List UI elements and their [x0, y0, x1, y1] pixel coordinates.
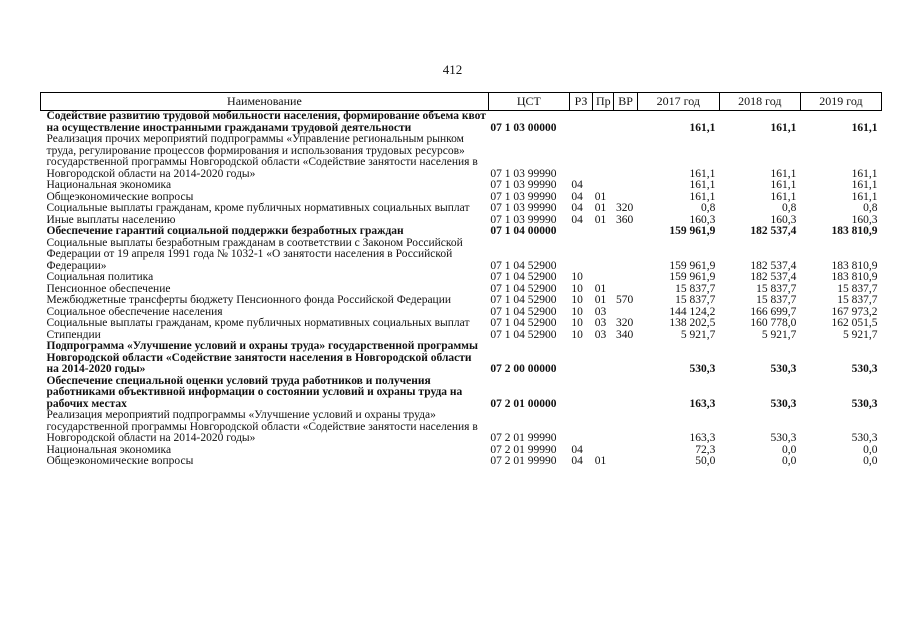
row-pr: 01 — [594, 294, 607, 306]
row-pr — [593, 180, 614, 192]
table-row — [41, 203, 882, 215]
row-2019: 5 921,7 — [843, 328, 878, 341]
row-vr — [614, 456, 637, 468]
row-2019: 161,1 — [851, 167, 878, 180]
row-vr — [614, 134, 637, 180]
row-pr: 03 — [594, 328, 607, 341]
row-2017: 161,1 — [689, 179, 716, 191]
row-cst: 07 1 04 52900 — [490, 317, 557, 329]
row-vr: 320 — [615, 317, 634, 329]
row-2018: 160,3 — [770, 213, 797, 226]
row-cst: 07 2 01 99990 — [490, 443, 557, 456]
row-2018: 15 837,7 — [756, 282, 797, 295]
row-name: Стипендии — [46, 328, 101, 341]
row-rz: 04 — [571, 179, 583, 191]
row-cst: 07 2 01 99990 — [490, 432, 557, 444]
row-name: Социальное обеспечение населения — [46, 305, 223, 318]
row-2019: 530,3 — [851, 363, 878, 375]
row-pr — [593, 341, 614, 376]
row-2018: 161,1 — [770, 167, 797, 180]
row-2019: 0,0 — [863, 455, 878, 467]
row-cst: 07 1 03 99990 — [490, 202, 557, 214]
row-2017: 161,1 — [689, 190, 716, 203]
row-rz — [569, 410, 592, 445]
row-vr: 320 — [615, 202, 634, 214]
row-2018: 161,1 — [770, 121, 797, 134]
row-name: Пенсионное обеспечение — [46, 282, 171, 295]
row-cst: 07 1 03 99990 — [490, 213, 557, 226]
row-cst: 07 1 04 52900 — [490, 282, 557, 295]
table-row — [41, 410, 882, 445]
row-rz: 04 — [571, 202, 583, 214]
row-rz — [569, 134, 592, 180]
row-2018: 0,0 — [781, 443, 797, 456]
table-row — [41, 226, 882, 238]
row-2019: 530,3 — [851, 397, 878, 410]
row-cst: 07 1 03 99990 — [490, 190, 557, 203]
table-row — [41, 456, 882, 468]
table-row — [41, 134, 882, 180]
row-cst: 07 1 04 52900 — [490, 328, 557, 341]
row-2019: 530,3 — [851, 432, 878, 444]
row-2019: 0,0 — [863, 443, 878, 456]
row-2018: 182 537,4 — [750, 271, 797, 283]
row-cst: 07 1 03 00000 — [490, 121, 557, 134]
row-name: Иные выплаты населению — [46, 213, 176, 226]
header-2017: 2017 год — [637, 93, 719, 111]
row-2017: 163,3 — [689, 432, 716, 444]
row-pr: 03 — [594, 305, 607, 318]
row-2017: 159 961,9 — [669, 271, 716, 283]
row-vr — [614, 180, 637, 192]
row-cst: 07 1 04 52900 — [490, 259, 557, 272]
row-cst: 07 2 01 99990 — [490, 455, 557, 467]
row-name: Обеспечение специальной оценки условий труда работников и получения работниками объективной информации о состоянии условий и охраны труда на рабочих местах — [46, 374, 463, 410]
row-2019: 15 837,7 — [837, 294, 878, 306]
row-2017: 530,3 — [689, 363, 716, 375]
row-vr — [614, 341, 637, 376]
row-pr — [593, 111, 614, 135]
row-rz — [569, 376, 592, 411]
row-vr: 360 — [615, 213, 634, 226]
row-name: Социальные выплаты гражданам, кроме публичных нормативных социальных выплат — [46, 317, 470, 329]
row-name: Межбюджетные трансферты бюджету Пенсионного фонда Российской Федерации — [46, 294, 452, 306]
row-pr: 01 — [594, 213, 607, 226]
row-rz: 10 — [571, 282, 583, 295]
row-cst: 07 1 03 99990 — [490, 167, 557, 180]
row-2017: 161,1 — [689, 121, 716, 134]
row-2018: 182 537,4 — [750, 259, 797, 272]
table-row — [41, 295, 882, 307]
row-pr — [593, 410, 614, 445]
row-cst: 07 1 03 99990 — [490, 179, 557, 191]
row-2019: 161,1 — [851, 190, 878, 203]
row-pr: 01 — [594, 190, 607, 203]
row-name: Социальная политика — [46, 271, 154, 283]
row-2017: 15 837,7 — [675, 282, 716, 295]
row-pr: 01 — [594, 455, 607, 467]
header-cst: ЦСТ — [488, 93, 569, 111]
row-rz — [569, 238, 592, 273]
row-2018: 15 837,7 — [756, 294, 797, 306]
row-rz — [569, 226, 592, 238]
row-name: Реализация прочих мероприятий подпрограммы «Управление региональным рынком труда, регулирование процессов формирования и использования трудовых ресурсов» государственной программы Новгородской области «Содействие занятости населения в Новгородской области на 2014-2020 годы» — [46, 133, 478, 180]
row-rz: 04 — [571, 213, 583, 226]
row-2019: 161,1 — [851, 179, 878, 191]
row-pr — [593, 226, 614, 238]
row-2017: 159 961,9 — [669, 259, 716, 272]
header-name: Наименование — [41, 93, 489, 111]
row-vr: 570 — [615, 294, 634, 306]
row-name: Подпрограмма «Улучшение условий и охраны труда» государственной программы Новгородской области «Содействие занятости населения в Новгородской области на 2014-2020 годы» — [46, 340, 478, 375]
row-2018: 0,0 — [781, 455, 797, 467]
row-cst: 07 2 00 00000 — [490, 363, 557, 375]
row-2018: 530,3 — [770, 397, 797, 410]
row-cst: 07 1 04 52900 — [490, 294, 557, 306]
row-rz: 10 — [571, 328, 583, 341]
row-2017: 144 124,2 — [669, 305, 716, 318]
row-rz: 10 — [571, 305, 583, 318]
row-vr — [614, 226, 637, 238]
row-2017: 5 921,7 — [680, 328, 716, 341]
row-vr — [614, 376, 637, 411]
row-pr: 01 — [594, 282, 607, 295]
row-2018: 5 921,7 — [761, 328, 797, 341]
budget-table — [40, 92, 882, 468]
row-2018: 161,1 — [770, 179, 797, 191]
row-2018: 161,1 — [770, 190, 797, 203]
row-name: Общеэкономические вопросы — [46, 190, 194, 203]
row-rz — [569, 341, 592, 376]
header-pr: Пр — [593, 93, 614, 111]
row-pr: 03 — [594, 317, 607, 329]
row-2019: 15 837,7 — [837, 282, 878, 295]
row-2017: 0,8 — [700, 202, 716, 214]
row-2017: 72,3 — [695, 443, 716, 456]
row-name: Обеспечение гарантий социальной поддержки безработных граждан — [46, 225, 404, 237]
row-rz: 10 — [571, 294, 583, 306]
row-2017: 161,1 — [689, 167, 716, 180]
page-number: 412 — [442, 62, 463, 77]
row-2017: 159 961,9 — [669, 225, 716, 237]
row-2018: 530,3 — [770, 363, 797, 375]
row-rz: 04 — [571, 443, 583, 456]
row-name: Национальная экономика — [46, 179, 172, 191]
row-cst: 07 1 04 52900 — [490, 305, 557, 318]
header-vr: ВР — [614, 93, 637, 111]
row-name: Социальные выплаты безработным гражданам в соответствии с Законом Российской Федерации от 19 апреля 1991 года № 1032-1 «О занятости населения в Российской Федерации» — [46, 236, 463, 272]
row-2018: 0,8 — [781, 202, 797, 214]
table-row — [41, 318, 882, 330]
row-pr — [593, 272, 614, 284]
header-rz: РЗ — [569, 93, 592, 111]
row-cst: 07 1 04 00000 — [490, 225, 557, 237]
table-row — [41, 111, 882, 135]
header-2018: 2018 год — [719, 93, 800, 111]
row-2019: 162 051,5 — [831, 317, 878, 329]
row-2019: 161,1 — [851, 121, 878, 134]
row-pr — [593, 376, 614, 411]
row-cst: 07 1 04 52900 — [490, 271, 557, 283]
row-rz: 04 — [571, 190, 583, 203]
row-2019: 0,8 — [863, 202, 878, 214]
row-rz: 10 — [571, 317, 583, 329]
table-row — [41, 238, 882, 273]
row-2019: 160,3 — [851, 213, 878, 226]
row-vr — [614, 445, 637, 457]
row-vr — [614, 410, 637, 445]
row-2018: 160 778,0 — [750, 317, 797, 329]
row-vr — [614, 272, 637, 284]
row-2017: 160,3 — [689, 213, 716, 226]
row-rz — [569, 111, 592, 135]
row-rz: 04 — [571, 455, 583, 467]
table-row — [41, 272, 882, 284]
row-2018: 166 699,7 — [750, 305, 797, 318]
row-name: Реализация мероприятий подпрограммы «Улучшение условий и охраны труда» государственной программы Новгородской области «Содействие занятости населения в Новгородской области на 2014-2020 годы» — [46, 409, 478, 444]
table-row — [41, 376, 882, 411]
row-vr: 340 — [615, 328, 634, 341]
row-rz: 10 — [571, 271, 583, 283]
row-name: Национальная экономика — [46, 443, 172, 456]
row-pr — [593, 238, 614, 273]
table-header-row — [41, 93, 882, 111]
row-pr — [593, 134, 614, 180]
row-2018: 182 537,4 — [750, 225, 797, 237]
row-name: Общеэкономические вопросы — [46, 455, 194, 467]
row-2019: 167 973,2 — [831, 305, 878, 318]
row-2018: 530,3 — [770, 432, 797, 444]
header-2019: 2019 год — [800, 93, 881, 111]
row-2017: 138 202,5 — [669, 317, 716, 329]
row-2019: 183 810,9 — [831, 259, 878, 272]
row-name: Содействие развитию трудовой мобильности населения, формирование объема квот на осуществление иностранными гражданами трудовой деятельности — [46, 110, 486, 134]
row-2019: 183 810,9 — [831, 271, 878, 283]
row-pr: 01 — [594, 202, 607, 214]
table-row — [41, 180, 882, 192]
row-2019: 183 810,9 — [831, 225, 878, 237]
row-cst: 07 2 01 00000 — [490, 397, 557, 410]
row-2017: 163,3 — [689, 397, 716, 410]
row-name: Социальные выплаты гражданам, кроме публичных нормативных социальных выплат — [46, 202, 470, 214]
table-row — [41, 341, 882, 376]
row-2017: 15 837,7 — [675, 294, 716, 306]
row-2017: 50,0 — [695, 455, 716, 467]
row-vr — [614, 111, 637, 135]
row-vr — [614, 238, 637, 273]
